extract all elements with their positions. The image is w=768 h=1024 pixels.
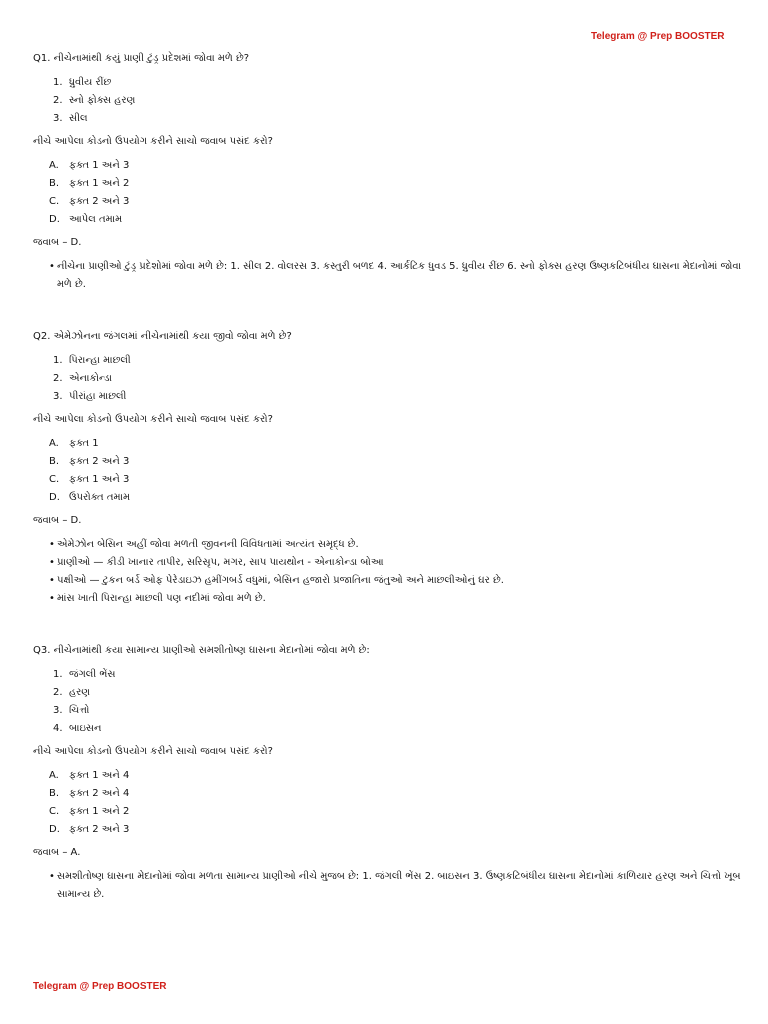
- bullet-icon: •: [49, 871, 55, 882]
- option-item: D. આપેલ તમામ: [49, 214, 123, 225]
- option-item: C. ફક્ત 1 અને 3: [49, 474, 130, 485]
- statement-item: 2. હરણ: [53, 687, 90, 698]
- option-item: C. ફક્ત 1 અને 2: [49, 806, 130, 817]
- explanation-list: [33, 536, 743, 608]
- answer-text: જવાબ – D.: [33, 515, 82, 526]
- option-item: A. ફક્ત 1 અને 4: [49, 770, 130, 781]
- explanation-item: • સમશીતોષ્ણ ઘાસના મેદાનોમાં જોવા મળતા સામાન્ય પ્રાણીઓ નીચે મુજબ છે: 1. જંગલી ભેંસ 2. બાઇસન 3. ઉષ્ણકટિબંધીય ઘાસના મેદાનોમાં કાળિયાર હરણ અને ચિત્તો ખૂબ સામાન્ય છે.: [33, 868, 743, 904]
- explanation-item: • નીચેના પ્રાણીઓ ટુંડ્ર પ્રદેશોમાં જોવા મળે છે: 1. સીલ 2. વોલરસ 3. કસ્તુરી બળદ 4. આર્કટિક ધુવડ 5. ધ્રુવીય રીંછ 6. સ્નો ફોક્સ હરણ ઉષ્ણકટિબંધીય ઘાસના મેદાનોમાં જોવા મળે છે.: [33, 258, 743, 294]
- option-item: B. ફક્ત 1 અને 2: [49, 178, 130, 189]
- answer-text: જવાબ – D.: [33, 237, 82, 248]
- statement-item: 4. બાઇસન: [53, 723, 102, 734]
- instruction-text: નીચે આપેલા કોડનો ઉપયોગ કરીને સાચો જવાબ પસંદ કરો?: [33, 136, 273, 147]
- answer-text: જવાબ – A.: [33, 847, 81, 858]
- statement-list: [33, 666, 743, 738]
- statement-item: 1. જંગલી ભેંસ: [53, 669, 116, 680]
- question-text: Q2. એમેઝોનના જંગલમાં નીચેનામાંથી કયા જીવો જોવા મળે છે?: [33, 331, 292, 342]
- statement-list: [33, 74, 743, 128]
- option-list: [33, 435, 743, 507]
- question-text: Q1. નીચેનામાંથી કયું પ્રાણી ટુંડ્ર પ્રદેશમાં જોવા મળે છે?: [33, 53, 250, 64]
- question-block-2: [33, 328, 743, 608]
- instruction-text: નીચે આપેલા કોડનો ઉપયોગ કરીને સાચો જવાબ પસંદ કરો?: [33, 746, 273, 757]
- option-item: D. ઉપરોક્ત તમામ: [49, 492, 131, 503]
- option-item: C. ફક્ત 2 અને 3: [49, 196, 130, 207]
- question-block-3: [33, 642, 743, 904]
- bullet-icon: •: [49, 539, 55, 550]
- statement-item: 3. પીરાંહા માછલી: [53, 391, 127, 402]
- explanation-list: [33, 258, 743, 294]
- option-item: D. ફક્ત 2 અને 3: [49, 824, 130, 835]
- statement-item: 3. ચિત્તો: [53, 705, 90, 716]
- brand-header: Telegram @ Prep BOOSTER: [591, 31, 725, 42]
- option-item: A. ફક્ત 1 અને 3: [49, 160, 130, 171]
- instruction-text: નીચે આપેલા કોડનો ઉપયોગ કરીને સાચો જવાબ પસંદ કરો?: [33, 414, 273, 425]
- bullet-icon: •: [49, 593, 55, 604]
- statement-item: 2. એનાકોન્ડા: [53, 373, 112, 384]
- option-item: B. ફક્ત 2 અને 4: [49, 788, 130, 799]
- statement-item: 1. પિરાન્હા માછલી: [53, 355, 131, 366]
- option-item: A. ફક્ત 1: [49, 438, 99, 449]
- explanation-list: [33, 868, 743, 904]
- explanation-item: • પ્રાણીઓ — કીડી ખાનાર તાપીર, સરિસૃપ, મગર, સાપ પાયથોન - એનાકોન્ડા બોઆ: [33, 554, 743, 572]
- option-list: [33, 767, 743, 839]
- bullet-icon: •: [49, 261, 55, 272]
- explanation-item: • એમેઝોન બેસિન અહીં જોવા મળતી જીવનની વિવિધતામાં અત્યંત સમૃદ્ધ છે.: [33, 536, 743, 554]
- explanation-item: • પક્ષીઓ — ટુકન બર્ડ ઓફ પેરેડાઇઝ હમીંગબર્ડ વધુમાં, બેસિન હજારો પ્રજાતિના જંતુઓ અને માછલીઓનું ઘર છે.: [33, 572, 743, 590]
- explanation-item: • માંસ ખાતી પિરાન્હા માછલી પણ નદીમાં જોવા મળે છે.: [33, 590, 743, 608]
- statement-item: 3. સીલ: [53, 113, 88, 124]
- statement-item: 1. ધ્રુવીય રીંછ: [53, 77, 112, 88]
- brand-footer: Telegram @ Prep BOOSTER: [33, 981, 167, 992]
- question-block-1: [33, 50, 743, 294]
- statement-item: 2. સ્નો ફોક્સ હરણ: [53, 95, 136, 106]
- option-list: [33, 157, 743, 229]
- option-item: B. ફક્ત 2 અને 3: [49, 456, 130, 467]
- question-text: Q3. નીચેનામાંથી કયા સામાન્ય પ્રાણીઓ સમશીતોષ્ણ ઘાસના મેદાનોમાં જોવા મળે છે:: [33, 645, 370, 656]
- bullet-icon: •: [49, 557, 55, 568]
- bullet-icon: •: [49, 575, 55, 586]
- statement-list: [33, 352, 743, 406]
- question-sheet: [33, 50, 743, 904]
